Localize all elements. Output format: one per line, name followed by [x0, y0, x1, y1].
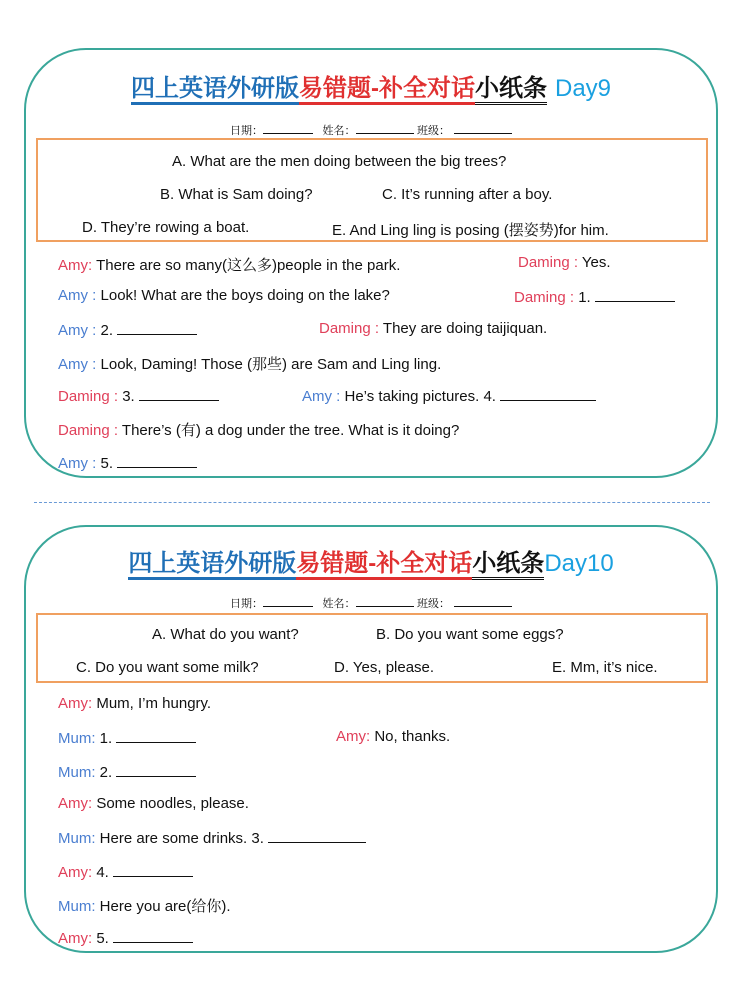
title-day: Day10: [544, 550, 614, 577]
answer-blank-3[interactable]: [268, 828, 366, 843]
dialog-line: [58, 386, 219, 405]
title-slip: 小纸条: [472, 550, 544, 580]
class-field[interactable]: [454, 596, 512, 607]
option-e: E. And Ling ling is posing (摆姿势)for him.: [332, 222, 609, 239]
worksheet-title: [26, 68, 716, 103]
dialog-text: They are doing taijiquan.: [379, 320, 548, 337]
answer-blank-1[interactable]: [595, 287, 675, 302]
name-label: 姓名：: [322, 124, 356, 137]
speaker-amy: Amy :: [58, 287, 97, 304]
speaker-mum: Mum:: [58, 830, 96, 847]
dialog-line: [58, 795, 249, 812]
dialog-line: [58, 419, 459, 440]
class-label: 班级：: [417, 597, 450, 610]
student-info-row: [26, 595, 716, 611]
dialog-line: [336, 728, 450, 745]
title-day: Day9: [554, 75, 612, 102]
title-topic: 易错题-补全对话: [296, 550, 472, 580]
speaker-mum: Mum:: [58, 730, 96, 747]
speaker-amy: Amy:: [58, 930, 93, 947]
date-field[interactable]: [263, 596, 313, 607]
dialog-text: 4.: [92, 864, 109, 881]
answer-blank-1[interactable]: [116, 728, 196, 743]
speaker-mum: Mum:: [58, 898, 96, 915]
student-info-row: [26, 122, 716, 138]
dialog-line: [58, 287, 390, 304]
dialog-text: 1.: [574, 289, 591, 306]
worksheet-card-day10: [24, 525, 718, 953]
dialog-line: [514, 287, 675, 306]
dialog-line: [58, 895, 231, 916]
answer-blank-2[interactable]: [116, 762, 196, 777]
dialog-text: 2.: [96, 322, 114, 339]
worksheet-card-day9: [24, 48, 718, 478]
class-field[interactable]: [454, 123, 512, 134]
dialog-line: [58, 928, 193, 947]
dialog-text: Some noodles, please.: [92, 795, 249, 812]
speaker-amy: Amy :: [302, 388, 341, 405]
speaker-amy: Amy:: [336, 728, 371, 745]
option-d: D. Yes, please.: [334, 659, 435, 676]
dialog-text: There are so many(这么多)people in the park.: [92, 257, 401, 274]
class-label: 班级：: [417, 124, 450, 137]
worksheet-title: [26, 543, 716, 578]
dialog-text: Mum, I’m hungry.: [92, 695, 212, 712]
speaker-amy: Amy:: [58, 864, 93, 881]
dialog-text: There’s (有) a dog under the tree. What is it doing?: [118, 422, 460, 439]
speaker-daming: Daming :: [514, 289, 575, 306]
dialog-line: [58, 828, 366, 847]
option-a: A. What are the men doing between the big trees?: [172, 153, 507, 170]
option-b: B. Do you want some eggs?: [376, 626, 564, 643]
name-field[interactable]: [356, 596, 414, 607]
date-label: 日期：: [230, 597, 263, 610]
speaker-amy: Amy:: [58, 257, 93, 274]
answer-blank-5[interactable]: [117, 453, 197, 468]
answer-blank-2[interactable]: [117, 320, 197, 335]
answer-blank-4[interactable]: [113, 862, 193, 877]
dialog-text: 1.: [95, 730, 113, 747]
option-c: C. It’s running after a boy.: [382, 186, 553, 203]
dialog-line: [58, 254, 400, 275]
dialog-text: No, thanks.: [370, 728, 451, 745]
speaker-mum: Mum:: [58, 764, 96, 781]
dialog-line: [302, 386, 596, 405]
speaker-amy: Amy :: [58, 455, 97, 472]
dialog-line: [518, 254, 611, 271]
date-label: 日期：: [230, 124, 263, 137]
dialog-text: Look, Daming! Those (那些) are Sam and Ling ling.: [96, 356, 442, 373]
date-field[interactable]: [263, 123, 313, 134]
dialog-line: [58, 695, 211, 712]
speaker-amy: Amy:: [58, 795, 93, 812]
answer-blank-5[interactable]: [113, 928, 193, 943]
name-label: 姓名：: [322, 597, 356, 610]
option-c: C. Do you want some milk?: [76, 659, 259, 676]
options-box: [36, 613, 708, 683]
speaker-daming: Daming :: [58, 422, 119, 439]
option-e: E. Mm, it’s nice.: [552, 659, 658, 676]
dialog-line: [58, 353, 441, 374]
dialog-text: Here are some drinks. 3.: [95, 830, 264, 847]
speaker-amy: Amy :: [58, 356, 97, 373]
dialog-line: [58, 862, 193, 881]
answer-blank-3[interactable]: [139, 386, 219, 401]
dialog-line: [319, 320, 547, 337]
speaker-daming: Daming :: [58, 388, 119, 405]
dialog-line: [58, 762, 196, 781]
option-b: B. What is Sam doing?: [160, 186, 313, 203]
dialog-text: 5.: [96, 455, 114, 472]
cut-line-divider: [34, 502, 710, 503]
speaker-amy: Amy :: [58, 322, 97, 339]
dialog-text: Yes.: [578, 254, 611, 271]
speaker-amy: Amy:: [58, 695, 93, 712]
dialog-text: 2.: [95, 764, 113, 781]
dialog-line: [58, 728, 196, 747]
name-field[interactable]: [356, 123, 414, 134]
title-textbook: 四上英语外研版: [128, 550, 296, 580]
dialog-text: Here you are(给你).: [95, 898, 231, 915]
dialog-text: Look! What are the boys doing on the lake?: [96, 287, 390, 304]
dialog-text: 5.: [92, 930, 109, 947]
title-slip: 小纸条: [475, 75, 547, 105]
options-box: [36, 138, 708, 242]
speaker-daming: Daming :: [518, 254, 579, 271]
option-d: D. They’re rowing a boat.: [82, 219, 250, 236]
answer-blank-4[interactable]: [500, 386, 596, 401]
title-textbook: 四上英语外研版: [131, 75, 299, 105]
dialog-line: [58, 320, 197, 339]
option-a: A. What do you want?: [152, 626, 299, 643]
dialog-text: 3.: [118, 388, 135, 405]
dialog-line: [58, 453, 197, 472]
title-topic: 易错题-补全对话: [299, 75, 475, 105]
dialog-text: He’s taking pictures. 4.: [340, 388, 496, 405]
speaker-daming: Daming :: [319, 320, 380, 337]
